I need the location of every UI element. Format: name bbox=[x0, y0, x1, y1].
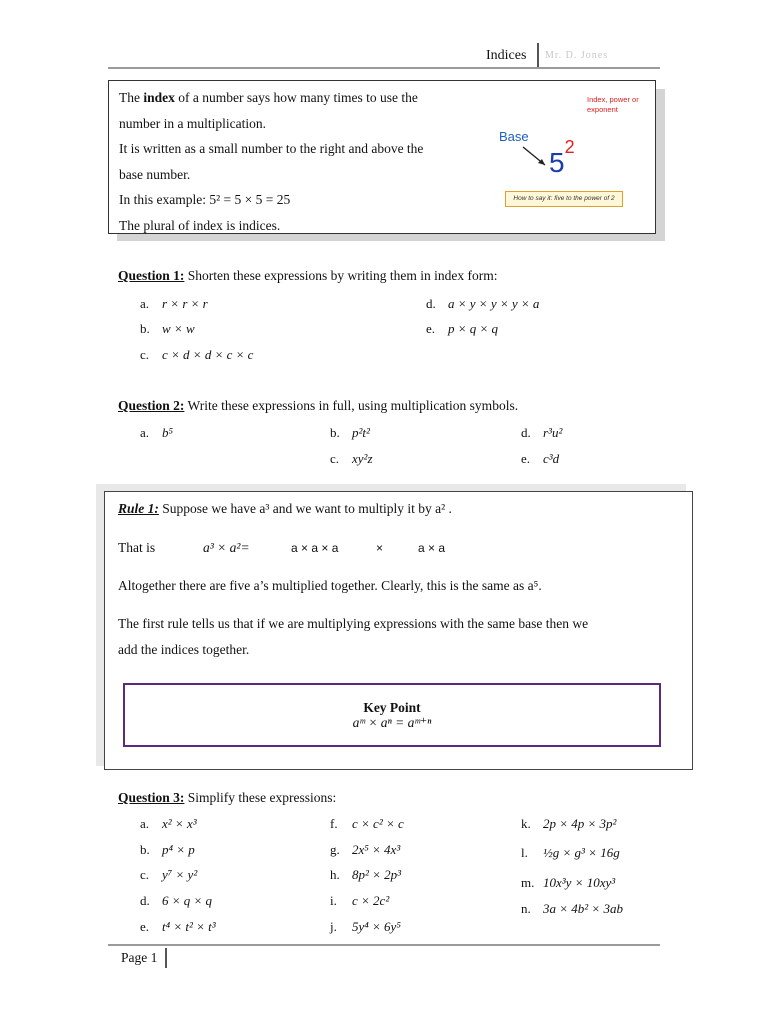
item-expression: w × w bbox=[162, 321, 195, 336]
item-label: b. bbox=[140, 321, 150, 336]
intro-box bbox=[108, 80, 656, 234]
question-3-item bbox=[521, 816, 616, 832]
question-3-text: Simplify these expressions: bbox=[184, 790, 337, 805]
question-1-title: Question 1: bbox=[118, 268, 185, 283]
item-expression: 2x⁵ × 4x³ bbox=[352, 842, 401, 857]
rule-1-that-is: That is bbox=[118, 540, 156, 555]
item-expression: c × d × d × c × c bbox=[162, 347, 254, 362]
item-expression: c × 2c² bbox=[352, 893, 390, 908]
question-3-item bbox=[521, 845, 620, 861]
item-expression: 3a × 4b² × 3ab bbox=[543, 901, 623, 916]
item-expression: p × q × q bbox=[448, 321, 499, 336]
intro-line-6: The plural of index is indices. bbox=[119, 218, 281, 233]
diagram-base-number: 5 bbox=[549, 147, 565, 178]
item-expression: 5y⁴ × 6y⁵ bbox=[352, 919, 401, 934]
question-1-item bbox=[140, 296, 208, 312]
key-point-box bbox=[123, 683, 661, 747]
rule-1-lhs: a³ × a²= bbox=[203, 540, 250, 555]
header-title: Indices bbox=[486, 48, 527, 63]
item-label: l. bbox=[521, 845, 528, 860]
item-expression: c³d bbox=[543, 451, 560, 466]
intro-line-4: base number. bbox=[119, 167, 191, 182]
question-2-item bbox=[521, 425, 562, 441]
header-rule bbox=[108, 67, 660, 69]
item-label: f. bbox=[330, 816, 338, 831]
question-2-item bbox=[521, 451, 559, 467]
footer-rule bbox=[108, 944, 660, 946]
question-3-heading bbox=[118, 790, 336, 806]
rule-1-title: Rule 1: bbox=[118, 501, 159, 516]
item-expression: t⁴ × t² × t³ bbox=[162, 919, 216, 934]
question-1-text: Shorten these expressions by writing them in index form: bbox=[184, 268, 498, 283]
rule-1-intro-text: Suppose we have a³ and we want to multiply it by a² . bbox=[162, 501, 452, 516]
item-expression: xy²z bbox=[352, 451, 373, 466]
question-3-item bbox=[330, 919, 401, 935]
item-label: d. bbox=[521, 425, 531, 440]
question-1-item bbox=[426, 296, 539, 312]
key-point-title: Key Point bbox=[363, 700, 421, 715]
rule-1-group-1: a × a × a bbox=[291, 541, 339, 555]
diagram-say-it-box: How to say it: five to the power of 2 bbox=[505, 191, 623, 207]
question-1-item bbox=[426, 321, 498, 337]
intro-index-word: index bbox=[143, 90, 175, 105]
intro-text: The bbox=[119, 90, 144, 105]
question-3-item bbox=[330, 842, 400, 858]
item-label: e. bbox=[140, 919, 150, 934]
item-expression: r³u² bbox=[543, 425, 563, 440]
item-expression: 6 × q × q bbox=[162, 893, 213, 908]
item-label: a. bbox=[140, 816, 150, 831]
question-1-heading bbox=[118, 268, 497, 284]
rule-1-altogether: Altogether there are five a’s multiplied together. Clearly, this is the same as a⁵. bbox=[118, 578, 542, 593]
question-1-item bbox=[140, 347, 253, 363]
diagram-base-label: Base bbox=[499, 129, 529, 144]
item-expression: r × r × r bbox=[162, 296, 208, 311]
question-3-item bbox=[521, 901, 623, 917]
item-label: e. bbox=[521, 451, 531, 466]
rule-1-group-2: a × a bbox=[418, 541, 446, 555]
question-2-heading bbox=[118, 398, 518, 414]
question-2-text: Write these expressions in full, using multiplication symbols. bbox=[184, 398, 519, 413]
item-label: c. bbox=[330, 451, 340, 466]
item-expression: p⁴ × p bbox=[162, 842, 195, 857]
rule-1-intro bbox=[118, 501, 452, 517]
diagram-arrow-icon bbox=[521, 145, 549, 169]
rule-1-explanation-1: The first rule tells us that if we are multiplying expressions with the same base then we bbox=[118, 616, 589, 631]
question-2-title: Question 2: bbox=[118, 398, 185, 413]
item-label: k. bbox=[521, 816, 531, 831]
header-faded-author: Mr. D. Jones bbox=[545, 50, 609, 61]
question-2-item bbox=[330, 425, 370, 441]
header-divider bbox=[537, 43, 539, 67]
question-3-item bbox=[140, 919, 216, 935]
item-label: d. bbox=[426, 296, 436, 311]
diagram-power-example bbox=[549, 136, 575, 179]
question-3-item bbox=[140, 893, 212, 909]
diagram-power-number: 2 bbox=[564, 136, 575, 157]
item-label: c. bbox=[140, 347, 150, 362]
item-label: g. bbox=[330, 842, 340, 857]
item-label: j. bbox=[330, 919, 337, 934]
intro-text: of a number says how many times to use the bbox=[174, 90, 418, 105]
item-expression: p²t² bbox=[352, 425, 370, 440]
item-label: a. bbox=[140, 425, 150, 440]
item-label: i. bbox=[330, 893, 337, 908]
rule-1-times: × bbox=[376, 541, 384, 555]
footer-divider bbox=[165, 948, 167, 968]
rule-1-explanation-2: add the indices together. bbox=[118, 642, 250, 657]
item-label: b. bbox=[140, 842, 150, 857]
question-3-item bbox=[330, 893, 389, 909]
question-3-item bbox=[140, 867, 197, 883]
question-2-item bbox=[140, 425, 173, 441]
key-point-formula: aᵐ × aⁿ = aᵐ⁺ⁿ bbox=[352, 715, 432, 730]
item-expression: y⁷ × y² bbox=[162, 867, 198, 882]
item-label: d. bbox=[140, 893, 150, 908]
intro-line-3: It is written as a small number to the right and above the bbox=[119, 141, 424, 156]
question-3-title: Question 3: bbox=[118, 790, 185, 805]
item-expression: 2p × 4p × 3p² bbox=[543, 816, 617, 831]
question-2-item bbox=[330, 451, 373, 467]
item-expression: x² × x³ bbox=[162, 816, 197, 831]
item-label: c. bbox=[140, 867, 150, 882]
item-label: m. bbox=[521, 875, 535, 890]
question-3-item bbox=[330, 816, 404, 832]
intro-line-1 bbox=[119, 90, 418, 106]
item-label: n. bbox=[521, 901, 531, 916]
item-expression: c × c² × c bbox=[352, 816, 404, 831]
question-3-item bbox=[140, 816, 197, 832]
intro-line-2: number in a multiplication. bbox=[119, 116, 266, 131]
item-label: e. bbox=[426, 321, 436, 336]
question-3-item bbox=[521, 875, 615, 891]
question-3-item bbox=[140, 842, 195, 858]
item-expression: ½g × g³ × 16g bbox=[543, 845, 620, 860]
diagram-exponent-label: Index, power or exponent bbox=[587, 95, 639, 114]
rule-1-box bbox=[104, 491, 693, 770]
item-label: h. bbox=[330, 867, 340, 882]
page-number: Page 1 bbox=[121, 950, 158, 965]
item-label: b. bbox=[330, 425, 340, 440]
item-expression: 10x³y × 10xy³ bbox=[543, 875, 616, 890]
item-expression: 8p² × 2p³ bbox=[352, 867, 402, 882]
item-label: a. bbox=[140, 296, 150, 311]
question-1-item bbox=[140, 321, 195, 337]
intro-line-5: In this example: 5² = 5 × 5 = 25 bbox=[119, 192, 291, 207]
item-expression: a × y × y × y × a bbox=[448, 296, 540, 311]
item-expression: b⁵ bbox=[162, 425, 174, 440]
question-3-item bbox=[330, 867, 401, 883]
